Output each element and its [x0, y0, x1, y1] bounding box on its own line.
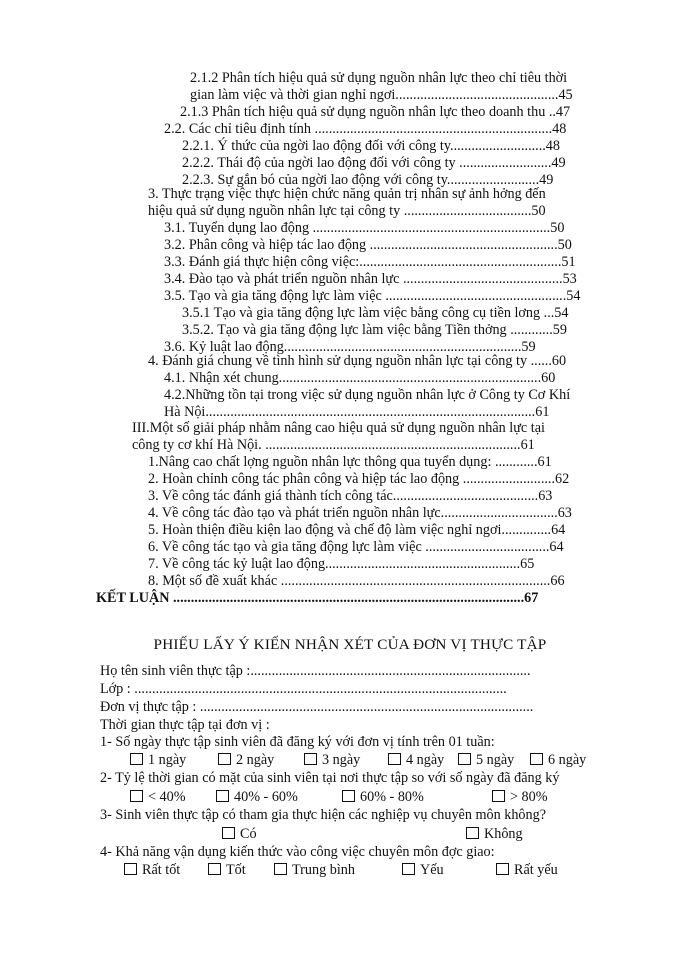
toc-entry: 3.5.2. Tạo và gia tăng động lực làm việc bằng Tiền thởng ............59: [182, 322, 567, 338]
toc-entry: 1.Nâng cao chất lợng nguồn nhân lực thông qua tuyển dụng: ............61: [148, 454, 552, 470]
checkbox-icon[interactable]: [530, 753, 543, 765]
toc-entry: 7. Về công tác kỷ luật lao động.......................................................65: [148, 556, 535, 572]
toc-entry: hiệu quả sử dụng nguồn nhân lực tại công ty ....................................50: [148, 203, 546, 219]
toc-entry: 3.6. Kỷ luật lao động...................................................................59: [164, 339, 536, 355]
toc-entry: 4.2.Những tồn tại trong việc sử dụng nguồn nhân lực ở Công ty Cơ Khí: [164, 387, 571, 403]
form-title: PHIẾU LẤY Ý KIẾN NHẬN XÉT CỦA ĐƠN VỊ THỰC TẬP: [153, 636, 547, 653]
question-3: 3- Sinh viên thực tập có tham gia thực hiện các nghiệp vụ chuyên môn không?: [100, 807, 547, 823]
q3-option-yes[interactable]: Có: [222, 826, 257, 843]
q2-option[interactable]: < 40%: [130, 789, 186, 806]
toc-entry: 2.2.2. Thái độ của ngời lao động đối với công ty ..........................49: [182, 155, 566, 171]
q1-option[interactable]: 2 ngày: [218, 752, 274, 769]
toc-entry: công ty cơ khí Hà Nội. ........................................................................61: [132, 437, 535, 453]
q2-option[interactable]: 40% - 60%: [216, 789, 298, 806]
toc-entry: 2.1.3 Phân tích hiệu quả sử dụng nguồn nhân lực theo doanh thu ..47: [180, 104, 571, 120]
toc-entry: 2.2. Các chỉ tiêu định tính ...................................................................48: [164, 121, 567, 137]
question-2: 2- Tỷ lệ thời gian có mặt của sinh viên tại nơi thực tập so với số ngày đã đăng ký: [100, 770, 560, 786]
toc-entry: 3.2. Phân công và hiệp tác lao động .....................................................50: [164, 237, 572, 253]
checkbox-icon[interactable]: [130, 790, 143, 802]
q1-option[interactable]: 5 ngày: [458, 752, 514, 769]
checkbox-icon[interactable]: [492, 790, 505, 802]
toc-entry: 2.2.3. Sự gắn bó của ngời lao động với công ty..........................49: [182, 172, 554, 188]
student-name-line: Họ tên sinh viên thực tập :...............................................................................: [100, 663, 531, 679]
checkbox-icon[interactable]: [402, 863, 415, 875]
checkbox-icon[interactable]: [342, 790, 355, 802]
toc-entry: 8. Một số đề xuất khác ............................................................................66: [148, 573, 565, 589]
toc-entry: 3. Về công tác đánh giá thành tích công tác.........................................63: [148, 488, 553, 504]
class-line: Lớp : .........................................................................................................: [100, 681, 507, 697]
toc-entry: 3.1. Tuyển dụng lao động ...................................................................50: [164, 220, 565, 236]
q1-option[interactable]: 1 ngày: [130, 752, 186, 769]
q4-option[interactable]: Yếu: [402, 862, 444, 879]
q2-option[interactable]: > 80%: [492, 789, 548, 806]
q1-option[interactable]: 3 ngày: [304, 752, 360, 769]
toc-entry: 6. Về công tác tạo và gia tăng động lực làm việc ...................................64: [148, 539, 564, 555]
toc-entry: gian làm việc và thời gian nghỉ ngơi..............................................45: [190, 87, 573, 103]
q4-option[interactable]: Rất yếu: [496, 862, 558, 879]
checkbox-icon[interactable]: [208, 863, 221, 875]
q1-option[interactable]: 6 ngày: [530, 752, 586, 769]
unit-line: Đơn vị thực tập : ..............................................................................................: [100, 699, 534, 715]
toc-entry: KẾT LUẬN ...................................................................................................67: [96, 590, 539, 606]
checkbox-icon[interactable]: [304, 753, 317, 765]
toc-entry: 2.2.1. Ý thức của ngời lao động đối với công ty...........................48: [182, 138, 560, 154]
toc-entry: 3.5.1 Tạo và gia tăng động lực làm việc bằng công cụ tiền lơng ...54: [182, 305, 569, 321]
toc-entry: 4.1. Nhận xét chung..........................................................................60: [164, 370, 556, 386]
toc-entry: 2. Hoàn chỉnh công tác phân công và hiệp tác lao động ..........................62: [148, 471, 570, 487]
q4-option[interactable]: Rất tốt: [124, 862, 180, 879]
checkbox-icon[interactable]: [496, 863, 509, 875]
period-line: Thời gian thực tập tại đơn vị :: [100, 717, 270, 733]
q4-option[interactable]: Trung bình: [274, 862, 355, 879]
toc-entry: 5. Hoàn thiện điều kiện lao động và chế độ làm việc nghỉ ngơi..............64: [148, 522, 566, 538]
q4-option[interactable]: Tốt: [208, 862, 246, 879]
checkbox-icon[interactable]: [216, 790, 229, 802]
checkbox-icon[interactable]: [274, 863, 287, 875]
checkbox-icon[interactable]: [218, 753, 231, 765]
q2-option[interactable]: 60% - 80%: [342, 789, 424, 806]
checkbox-icon[interactable]: [124, 863, 137, 875]
toc-entry: 4. Đánh giá chung về tình hình sử dụng nguồn nhân lực tại công ty ......60: [148, 353, 567, 369]
toc-entry: 4. Về công tác đào tạo và phát triển nguồn nhân lực.................................63: [148, 505, 572, 521]
checkbox-icon[interactable]: [130, 753, 143, 765]
q1-option[interactable]: 4 ngày: [388, 752, 444, 769]
checkbox-icon[interactable]: [466, 827, 479, 839]
toc-entry: 3.4. Đào tạo và phát triển nguồn nhân lực .............................................53: [164, 271, 577, 287]
toc-entry: 3.3. Đánh giá thực hiện công việc:.........................................................51: [164, 254, 576, 270]
checkbox-icon[interactable]: [458, 753, 471, 765]
checkbox-icon[interactable]: [388, 753, 401, 765]
toc-entry: III.Một số giải pháp nhằm nâng cao hiệu quả sử dụng nguồn nhân lực tại: [132, 420, 545, 436]
q3-option-no[interactable]: Không: [466, 826, 523, 843]
question-4: 4- Khả năng vận dụng kiến thức vào công việc chuyên môn đợc giao:: [100, 844, 495, 860]
toc-entry: 2.1.2 Phân tích hiệu quả sử dụng nguồn nhân lực theo chỉ tiêu thời: [190, 70, 568, 86]
question-1: 1- Số ngày thực tập sinh viên đã đăng ký với đơn vị tính trên 01 tuần:: [100, 734, 495, 750]
toc-entry: 3. Thực trạng việc thực hiện chức năng quản trị nhân sự ảnh hởng đến: [148, 186, 546, 202]
toc-entry: 3.5. Tạo và gia tăng động lực làm việc ...................................................54: [164, 288, 581, 304]
checkbox-icon[interactable]: [222, 827, 235, 839]
toc-entry: Hà Nội.............................................................................................61: [164, 404, 550, 420]
